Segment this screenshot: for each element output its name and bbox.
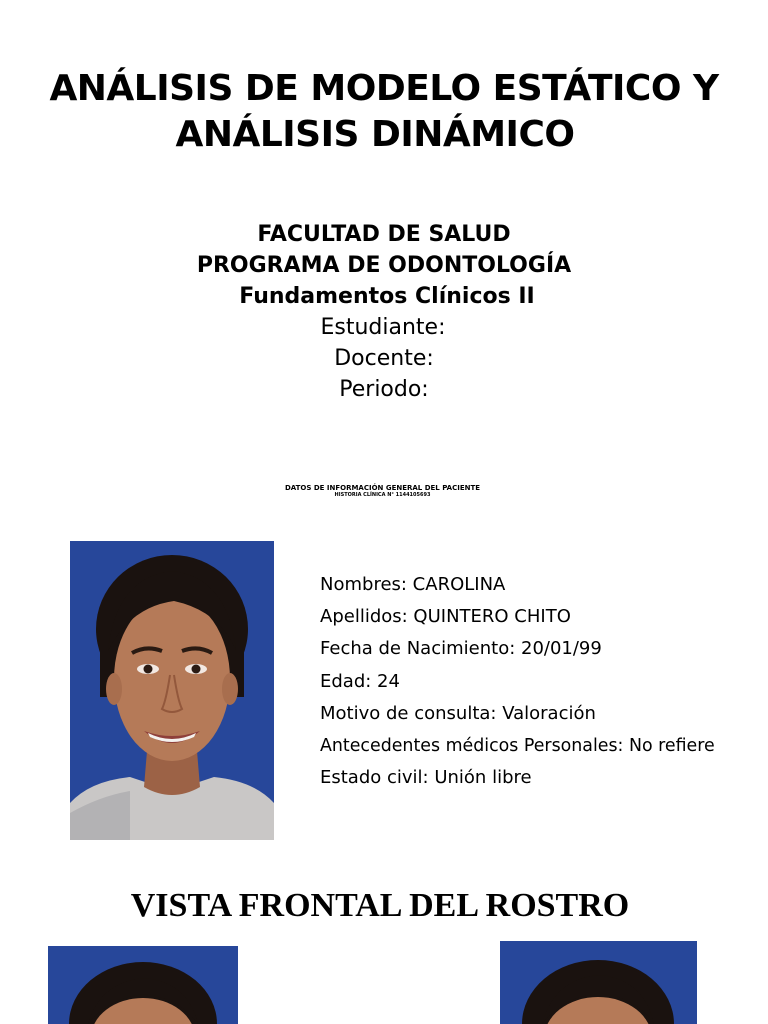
consultation-reason: Motivo de consulta: Valoración: [320, 702, 596, 724]
patient-names: Nombres: CAROLINA: [320, 574, 506, 595]
frontal-portrait-left: [48, 946, 238, 1024]
patient-surnames: Apellidos: QUINTERO CHITO: [320, 606, 571, 628]
institution-block: [0, 219, 768, 405]
faculty-label: FACULTAD DE SALUD: [257, 222, 511, 247]
frontal-photo-right: [500, 941, 697, 1024]
teacher-field: Docente:: [334, 346, 434, 371]
patient-photo: [70, 541, 274, 840]
civil-status: Estado civil: Unión libre: [320, 767, 532, 789]
program-label: PROGRAMA DE ODONTOLOGÍA: [196, 253, 572, 278]
course-label: Fundamentos Clínicos II: [239, 284, 535, 309]
patient-portrait-image: [70, 541, 274, 840]
section-title: VISTA FRONTAL DEL ROSTRO: [130, 887, 630, 924]
title-line-2: ANÁLISIS DINÁMICO: [175, 114, 575, 155]
patient-age: Edad: 24: [320, 670, 400, 692]
title-line-1: ANÁLISIS DE MODELO ESTÁTICO Y: [49, 68, 719, 109]
frontal-photo-left: [48, 946, 238, 1024]
frontal-portrait-right: [500, 941, 697, 1024]
clinical-record-number: HISTORIA CLÍNICA N° 1144105693: [334, 492, 431, 498]
medical-history: Antecedentes médicos Personales: No refiere: [320, 736, 715, 757]
patient-birth-date: Fecha de Nacimiento: 20/01/99: [320, 638, 602, 660]
document-title: [0, 66, 768, 158]
student-field: Estudiante:: [320, 315, 446, 340]
patient-header-title: DATOS DE INFORMACIÓN GENERAL DEL PACIENTE: [284, 484, 481, 492]
patient-header: [0, 484, 765, 498]
patient-info-list: [320, 569, 715, 794]
period-field: Periodo:: [339, 377, 429, 402]
